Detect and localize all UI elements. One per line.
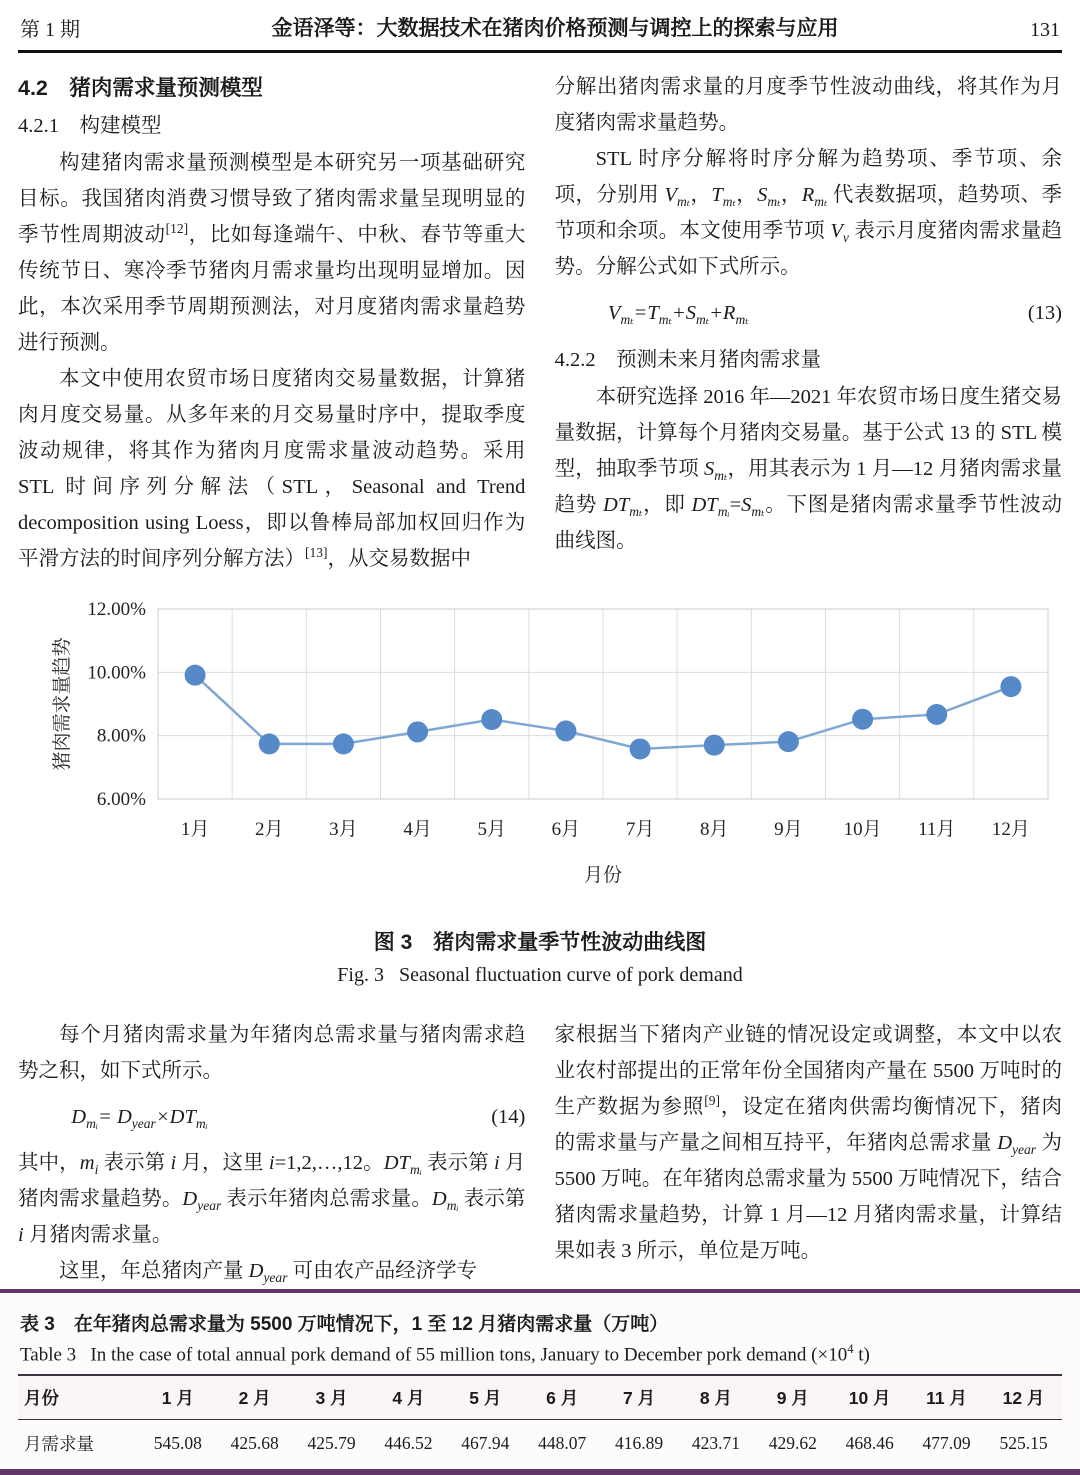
x-tick-label: 2月 xyxy=(254,819,284,840)
table-3-month-header: 11 月 xyxy=(926,1388,968,1409)
paragraph-model-goal: 构建猪肉需求量预测模型是本研究另一项基础研究目标。我国猪肉消费习惯导致了猪肉需求量呈现明显的季节性周期波动[12]，比如每逢端午、中秋、春节等重大传统节日、寒冷季节猪肉月需求量均出现明显增加。因此，本次采用季节周期预测法，对月度猪肉需求量趋势进行预测。 xyxy=(18,152,526,354)
y-tick-label: 6.00% xyxy=(96,789,146,810)
table-3-demand-value: 429.62 xyxy=(768,1433,817,1454)
paragraph-dyear-intro: 这里，年总猪肉产量 $D_{year}$ 可由农产品经济学专 xyxy=(59,1260,478,1286)
x-tick-label: 12月 xyxy=(991,819,1030,840)
x-tick-label: 4月 xyxy=(403,819,432,840)
figure-3-chart xyxy=(46,599,1062,892)
page-header xyxy=(18,10,1062,53)
section-heading-4-2: 4.2 猪肉需求量预测模型 xyxy=(18,76,263,100)
data-point-9月 xyxy=(778,731,799,752)
data-point-3月 xyxy=(333,733,354,754)
table-3-month-header: 10 月 xyxy=(848,1388,891,1409)
paragraph-notation: 其中，$m_i$ 表示第 i 月，这里 i=1,2,…,12。$DT_{mᵢ}$ 表示第 i 月猪肉需求量趋势。$D_{year}$ 表示年猪肉总需求量。$D_{mᵢ}$ 表示第 i 月猪肉需求量。 xyxy=(18,1152,526,1246)
table-3-demand-value: 545.08 xyxy=(153,1433,202,1454)
table-3-head xyxy=(18,1375,1062,1420)
data-point-2月 xyxy=(259,733,280,754)
y-tick-label: 12.00% xyxy=(87,599,146,620)
x-tick-label: 8月 xyxy=(699,819,729,840)
page-number: 131 xyxy=(1030,19,1060,41)
data-point-7月 xyxy=(630,738,651,759)
data-point-11月 xyxy=(926,704,947,725)
table-3-demand-value: 477.09 xyxy=(922,1433,971,1454)
left-column-upper xyxy=(18,69,525,577)
formula-13-number: (13) xyxy=(1027,302,1062,324)
table-3-caption-en: Table 3 In the case of total annual pork demand of 55 million tons, January to December pork demand ($\times 10^4$ t) xyxy=(20,1342,870,1366)
table-3-month-header: 8 月 xyxy=(699,1388,733,1409)
table-3-row-header: 月需求量 xyxy=(24,1434,94,1455)
y-tick-label: 8.00% xyxy=(96,725,146,747)
table-3-month-header: 12 月 xyxy=(1002,1388,1045,1409)
table-3-month-header: 2 月 xyxy=(238,1388,271,1409)
table-3-caption-cn: 表 3 在年猪肉总需求量为 5500 万吨情况下，1 至 12 月猪肉需求量（万吨） xyxy=(20,1314,669,1335)
subsection-heading-4-2-1: 4.2.1 构建模型 xyxy=(18,115,162,137)
running-title: 金语泽等：大数据技术在猪肉价格预测与调控上的探索与应用 xyxy=(271,17,839,40)
paragraph-stl-terms: STL 时序分解将时序分解为趋势项、季节项、余项，分别用 $V_{m_t}$，$T_{m_t}$，$S_{m_t}$，$R_{m_t}$ 代表数据项，趋势项、季节项和余项。本文使用季节项 $V_v$ 表示月度猪肉需求量趋势。分解公式如下式所示。 xyxy=(554,148,1063,278)
x-tick-label: 6月 xyxy=(551,819,581,840)
paragraph-dyear-setting: 家根据当下猪肉产业链的情况设定或调整，本文中以农业农村部提出的正常年份全国猪肉产量在 5500 万吨时的生产数据为参照[9]，设定在猪肉供需均衡情况下，猪肉的需求量与产量之间相互持平，年猪肉总需求量 $D_{year}$ 为 5500 万吨。在年猪肉总需求量为 5500 万吨情况下，结合猪肉需求量趋势，计算 1 月—12 月猪肉需求量，计算结果如表 3 所示，单位是万吨。 xyxy=(554,1024,1063,1262)
table-3-month-header: 4 月 xyxy=(392,1388,425,1409)
table-3 xyxy=(18,1374,1062,1469)
table-3-section xyxy=(0,1289,1080,1475)
table-3-demand-value: 425.68 xyxy=(230,1433,279,1454)
table-3-month-header: 7 月 xyxy=(623,1388,656,1409)
x-tick-label: 10月 xyxy=(843,819,882,840)
paragraph-monthly-demand: 每个月猪肉需求量为年猪肉总需求量与猪肉需求趋势之积，如下式所示。 xyxy=(18,1024,526,1082)
formula-13-expression: $V_{m_t}=T_{m_t}+S_{m_t}+R_{m_t}$ xyxy=(607,302,749,328)
table-3-demand-value: 467.94 xyxy=(461,1433,510,1454)
x-axis-title: 月份 xyxy=(583,865,623,886)
table-3-month-header: 3 月 xyxy=(315,1388,348,1409)
table-3-header-row xyxy=(18,1375,1062,1420)
formula-13 xyxy=(555,295,1062,331)
table-3-corner-header: 月份 xyxy=(24,1388,59,1409)
table-3-data-row xyxy=(18,1420,1062,1470)
table-3-demand-value: 525.15 xyxy=(999,1433,1048,1454)
data-point-5月 xyxy=(481,709,502,730)
formula-14 xyxy=(18,1099,525,1135)
paragraph-seasonal-curve: 分解出猪肉需求量的月度季节性波动曲线，将其作为月度猪肉需求量趋势。 xyxy=(554,76,1062,134)
table-3-month-header: 6 月 xyxy=(546,1388,579,1409)
table-3-demand-value: 448.07 xyxy=(538,1433,587,1454)
data-point-12月 xyxy=(1000,676,1021,697)
right-column-lower xyxy=(555,1017,1062,1289)
x-tick-label: 5月 xyxy=(477,819,507,840)
demand-chart-svg xyxy=(46,599,1056,887)
formula-14-number: (14) xyxy=(491,1106,526,1128)
table-3-demand-value: 468.46 xyxy=(845,1433,894,1454)
y-axis-title: 猪肉需求量趋势 xyxy=(52,637,73,771)
x-tick-label: 9月 xyxy=(774,819,803,840)
table-3-month-header: 9 月 xyxy=(776,1388,809,1409)
data-point-8月 xyxy=(704,735,725,756)
subsection-heading-4-2-2: 4.2.2 预测未来月猪肉需求量 xyxy=(554,349,822,371)
y-tick-label: 10.00% xyxy=(87,662,146,684)
lower-columns xyxy=(18,1017,1062,1289)
formula-14-expression: $D_{mᵢ}= D_{year}\times DT_{mᵢ}$ xyxy=(71,1106,208,1132)
data-point-10月 xyxy=(852,709,873,730)
data-point-4月 xyxy=(407,721,428,742)
paragraph-stl-method: 本文中使用农贸市场日度猪肉交易量数据，计算猪肉月度交易量。从多年来的月交易量时序中，提取季度波动规律，将其作为猪肉月度需求量波动趋势。采用 STL 时间序列分解法（STL，Seasonal and Trend decomposition using Loess，即以鲁棒局部加权回归作为平滑方法的时间序列分解方法）[13]，从交易数据中 xyxy=(18,368,526,570)
table-3-month-header: 5 月 xyxy=(469,1388,502,1409)
table-3-demand-value: 423.71 xyxy=(691,1433,741,1454)
table-3-month-header: 1 月 xyxy=(161,1388,194,1409)
table-3-demand-value: 416.89 xyxy=(615,1433,664,1454)
figure-3-caption-cn: 图 3 猪肉需求量季节性波动曲线图 xyxy=(373,931,707,954)
table-3-demand-value: 425.79 xyxy=(307,1433,356,1454)
x-tick-label: 1月 xyxy=(180,819,210,840)
x-tick-label: 3月 xyxy=(329,819,358,840)
right-column-upper xyxy=(555,69,1062,577)
table-3-body xyxy=(18,1420,1062,1470)
x-tick-label: 7月 xyxy=(625,819,655,840)
left-column-lower xyxy=(18,1017,525,1289)
data-point-6月 xyxy=(555,720,576,741)
paragraph-forecast-future: 本研究选择 2016 年—2021 年农贸市场日度生猪交易量数据，计算每个月猪肉交易量。基于公式 13 的 STL 模型，抽取季节项 $S_{m_t}$，用其表示为 1 月—12 月猪肉需求量趋势 $DT_{m_t}$，即 $DT_{mᵢ}=S_{m_t}$。下图是猪肉需求量季节性波动曲线图。 xyxy=(554,386,1063,552)
figure-3-caption-en: Fig. 3 Seasonal fluctuation curve of pork demand xyxy=(337,964,743,986)
x-tick-label: 11月 xyxy=(918,819,956,840)
table-3-demand-value: 446.52 xyxy=(384,1433,433,1454)
upper-columns xyxy=(18,69,1062,577)
data-point-1月 xyxy=(185,665,206,686)
journal-issue: 第 1 期 xyxy=(20,19,80,41)
